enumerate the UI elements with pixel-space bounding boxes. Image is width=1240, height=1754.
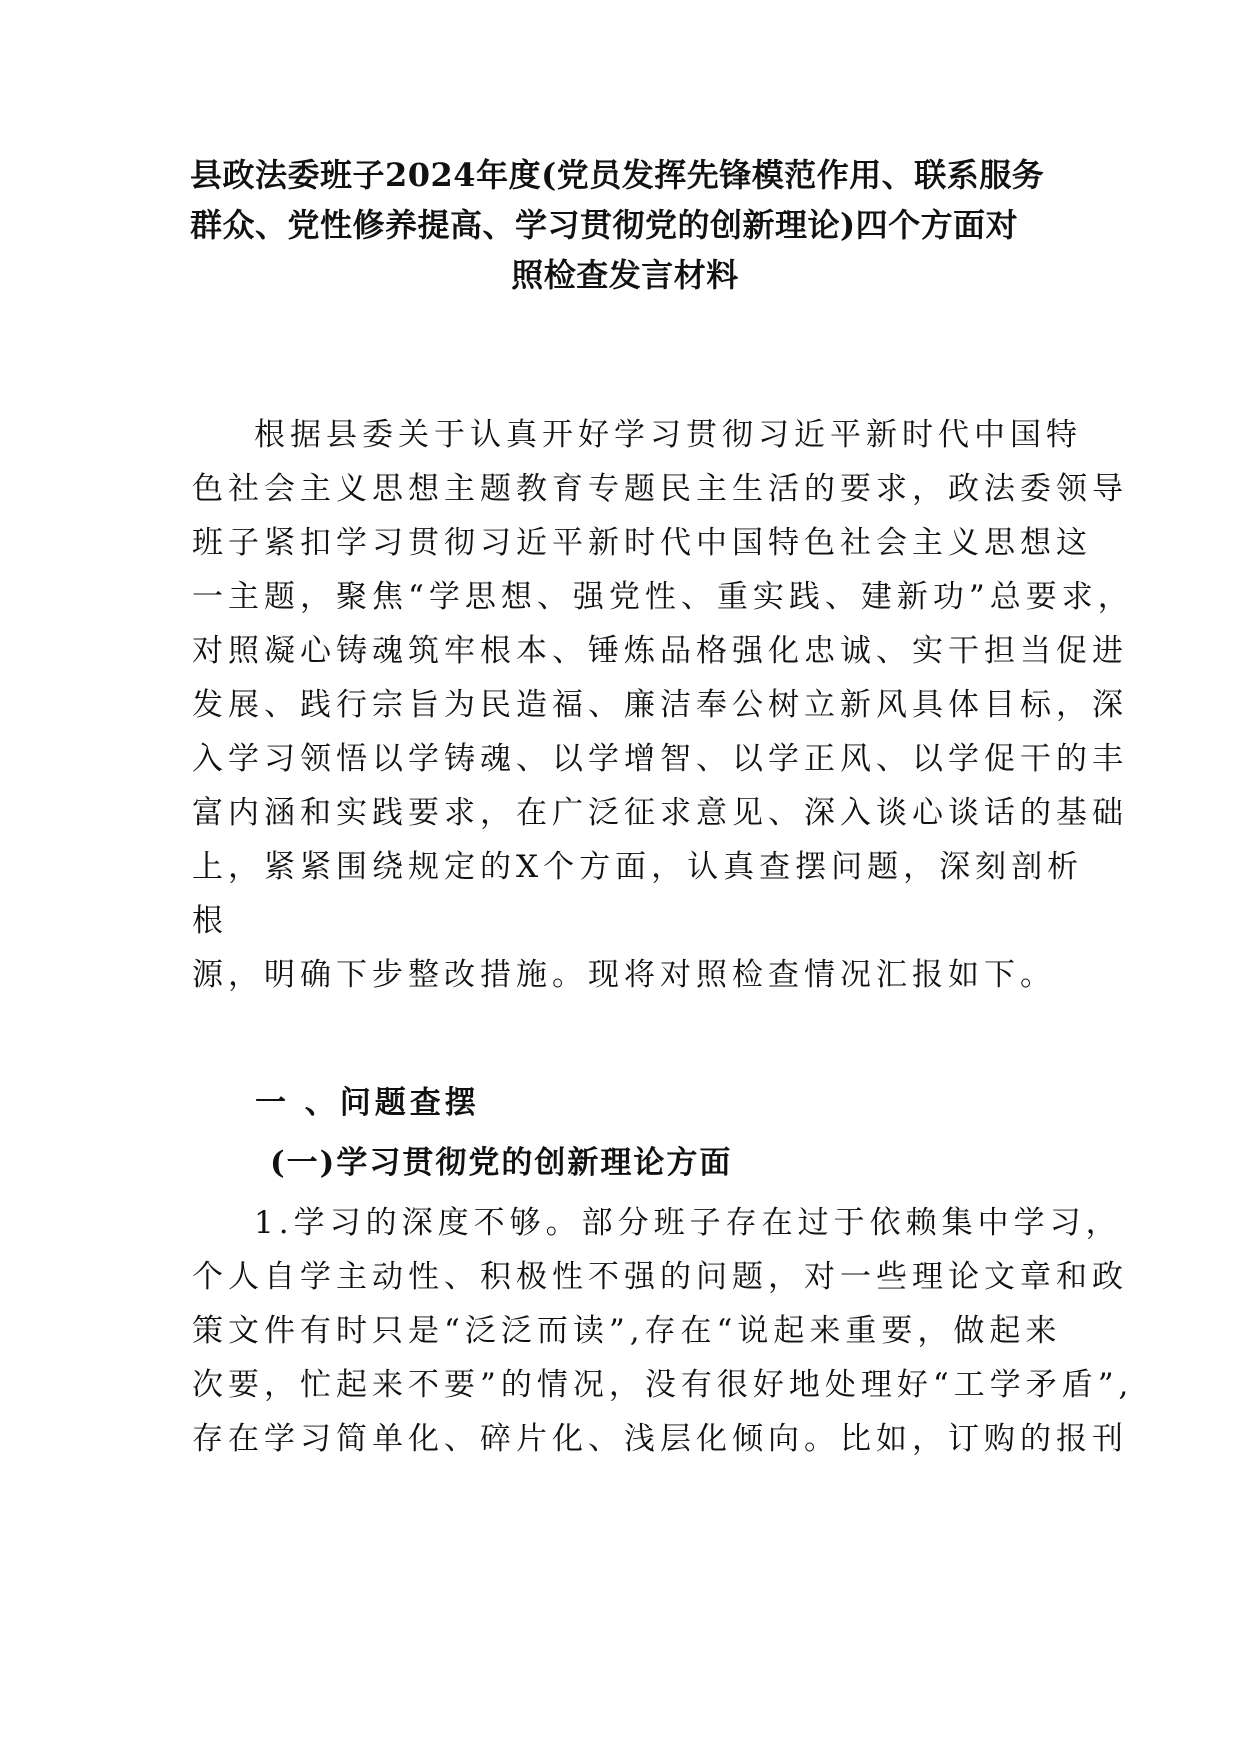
title-line: 照检查发言材料 [511, 256, 739, 294]
intro-paragraph [192, 408, 1134, 1002]
paragraph-line: 次要，忙起来不要”的情况，没有很好地处理好“工学矛盾”, [192, 1367, 1134, 1403]
item-paragraph [192, 1196, 1134, 1466]
paragraph-line: 入学习领悟以学铸魂、以学增智、以学正风、以学促干的丰 [192, 741, 1128, 777]
paragraph-line: 源，明确下步整改措施。现将对照检查情况汇报如下。 [192, 957, 1056, 993]
title-line: 县政法委班子2024年度(党员发挥先锋模范作用、联系服务 [190, 156, 1045, 194]
title-line: 群众、党性修养提高、学习贯彻党的创新理论)四个方面对 [190, 206, 1019, 244]
paragraph-line: 根据县委关于认真开好学习贯彻习近平新时代中国特 [254, 417, 1082, 453]
document-title [190, 150, 1060, 300]
subsection-heading: (一)学习贯彻党的创新理论方面 [270, 1145, 733, 1181]
paragraph-line: 策文件有时只是“泛泛而读”,存在“说起来重要，做起来 [192, 1313, 1062, 1349]
paragraph-line: 发展、践行宗旨为民造福、廉洁奉公树立新风具体目标，深 [192, 687, 1128, 723]
paragraph-line: 上，紧紧围绕规定的X个方面，认真查摆问题，深刻剖析 [192, 849, 1084, 885]
paragraph-line: 存在学习简单化、碎片化、浅层化倾向。比如，订购的报刊 [192, 1421, 1128, 1457]
paragraph-line: 班子紧扣学习贯彻习近平新时代中国特色社会主义思想这 [192, 525, 1092, 561]
paragraph-line: 1.学习的深度不够。部分班子存在过于依赖集中学习， [254, 1205, 1122, 1241]
paragraph-line: 富内涵和实践要求，在广泛征求意见、深入谈心谈话的基础 [192, 795, 1128, 831]
paragraph-line: 根 [192, 903, 228, 939]
section-heading: 一 、问题查摆 [255, 1085, 480, 1121]
paragraph-line: 一主题，聚焦“学思想、强党性、重实践、建新功”总要求， [192, 579, 1134, 615]
paragraph-line: 色社会主义思想主题教育专题民主生活的要求，政法委领导 [192, 471, 1128, 507]
paragraph-line: 个人自学主动性、积极性不强的问题，对一些理论文章和政 [192, 1259, 1128, 1295]
paragraph-line: 对照凝心铸魂筑牢根本、锤炼品格强化忠诚、实干担当促进 [192, 633, 1128, 669]
